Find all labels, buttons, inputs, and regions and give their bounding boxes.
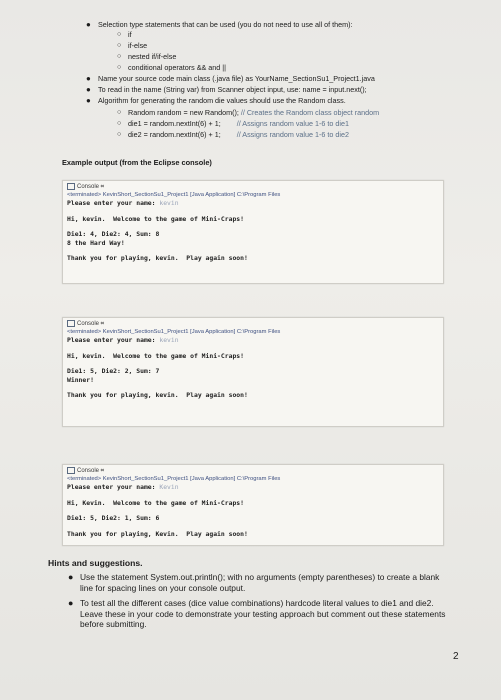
- circle-bullet-icon: ○: [117, 120, 122, 127]
- bullet-dot-icon: ●: [86, 96, 91, 105]
- circle-bullet-icon: ○: [117, 64, 122, 71]
- console-thanks: Thank you for playing, kevin. Play again soon!: [67, 254, 248, 263]
- console-terminated-line: <terminated> KevinShort_SectionSu1_Project1 [Java Application] C:\Program Files: [67, 329, 281, 336]
- circle-bullet-icon: ○: [117, 31, 122, 38]
- circle-bullet-icon: ○: [117, 109, 122, 116]
- console-dice: Die1: 4, Die2: 4, Sum: 8: [67, 230, 160, 239]
- selection-item: ○ if: [117, 30, 132, 39]
- console-tab[interactable]: Console ⌗: [63, 318, 443, 328]
- console-thanks: Thank you for playing, Kevin. Play again soon!: [67, 529, 248, 538]
- random-code-line: ○ die2 = random.nextInt(6) + 1; // Assigns random value 1-6 to die2: [117, 130, 349, 139]
- bullet-dot-icon: ●: [86, 20, 91, 29]
- selection-item: ○ conditional operators && and ||: [117, 63, 227, 72]
- console-result: 8 the Hard Way!: [67, 238, 125, 247]
- console-tab[interactable]: Console ⌗: [63, 465, 443, 475]
- console-terminated-line: <terminated> KevinShort_SectionSu1_Project1 [Java Application] C:\Program Files: [67, 476, 281, 483]
- console-thanks: Thank you for playing, kevin. Play again soon!: [67, 391, 248, 400]
- console-panel: [62, 180, 444, 284]
- console-welcome: Hi, kevin. Welcome to the game of Mini-Craps!: [67, 351, 244, 360]
- bullet-random-class: ● Algorithm for generating the random die values should use the Random class.: [86, 96, 346, 105]
- console-dice: Die1: 5, Die2: 1, Sum: 6: [67, 514, 160, 523]
- bullet-selection-intro: ● Selection type statements that can be used (you do not need to use all of them):: [86, 20, 353, 29]
- random-code-line: ○ Random random = new Random(); // Creates the Random class object random: [117, 108, 380, 117]
- hint-item: ● Use the statement System.out.println(); with no arguments (empty parentheses) to create a blank line for spacing lines on your console output.: [68, 572, 440, 593]
- console-tab[interactable]: Console ⌗: [63, 181, 443, 191]
- console-icon: [67, 320, 75, 327]
- circle-bullet-icon: ○: [117, 42, 122, 49]
- random-code-line: ○ die1 = random.nextInt(6) + 1; // Assigns random value 1-6 to die1: [117, 119, 349, 128]
- selection-item: ○ nested if/if-else: [117, 52, 177, 61]
- bullet-class-name: ● Name your source code main class (.java file) as YourName_SectionSu1_Project1.java: [86, 74, 375, 83]
- console-prompt: Please enter your name: kevin: [67, 199, 179, 208]
- example-heading: Example output (from the Eclipse console): [62, 158, 212, 167]
- console-icon: [67, 183, 75, 190]
- bullet-dot-icon: ●: [68, 572, 74, 582]
- console-prompt: Please enter your name: Kevin: [67, 483, 179, 492]
- console-dice: Die1: 5, Die2: 2, Sum: 7: [67, 367, 160, 376]
- bullet-dot-icon: ●: [86, 85, 91, 94]
- console-icon: [67, 467, 75, 474]
- circle-bullet-icon: ○: [117, 53, 122, 60]
- console-prompt: Please enter your name: kevin: [67, 336, 179, 345]
- console-terminated-line: <terminated> KevinShort_SectionSu1_Project1 [Java Application] C:\Program Files: [67, 192, 281, 199]
- hints-heading: Hints and suggestions.: [48, 558, 143, 568]
- console-panel: [62, 464, 444, 546]
- bullet-dot-icon: ●: [68, 598, 74, 608]
- bullet-read-name: ● To read in the name (String var) from Scanner object input, use: name = input.next();: [86, 85, 367, 94]
- console-result: Winner!: [67, 375, 94, 384]
- circle-bullet-icon: ○: [117, 131, 122, 138]
- console-welcome: Hi, Kevin. Welcome to the game of Mini-Craps!: [67, 498, 244, 507]
- console-welcome: Hi, kevin. Welcome to the game of Mini-Craps!: [67, 214, 244, 223]
- console-panel: [62, 317, 444, 427]
- bullet-dot-icon: ●: [86, 74, 91, 83]
- selection-item: ○ if-else: [117, 41, 148, 50]
- hint-item: ● To test all the different cases (dice value combinations) hardcode literal values to die1 and die2. Leave these in your code to demonstrate your testing approach but comment out these statements before submitting.: [68, 598, 446, 630]
- page-number: 2: [453, 651, 459, 662]
